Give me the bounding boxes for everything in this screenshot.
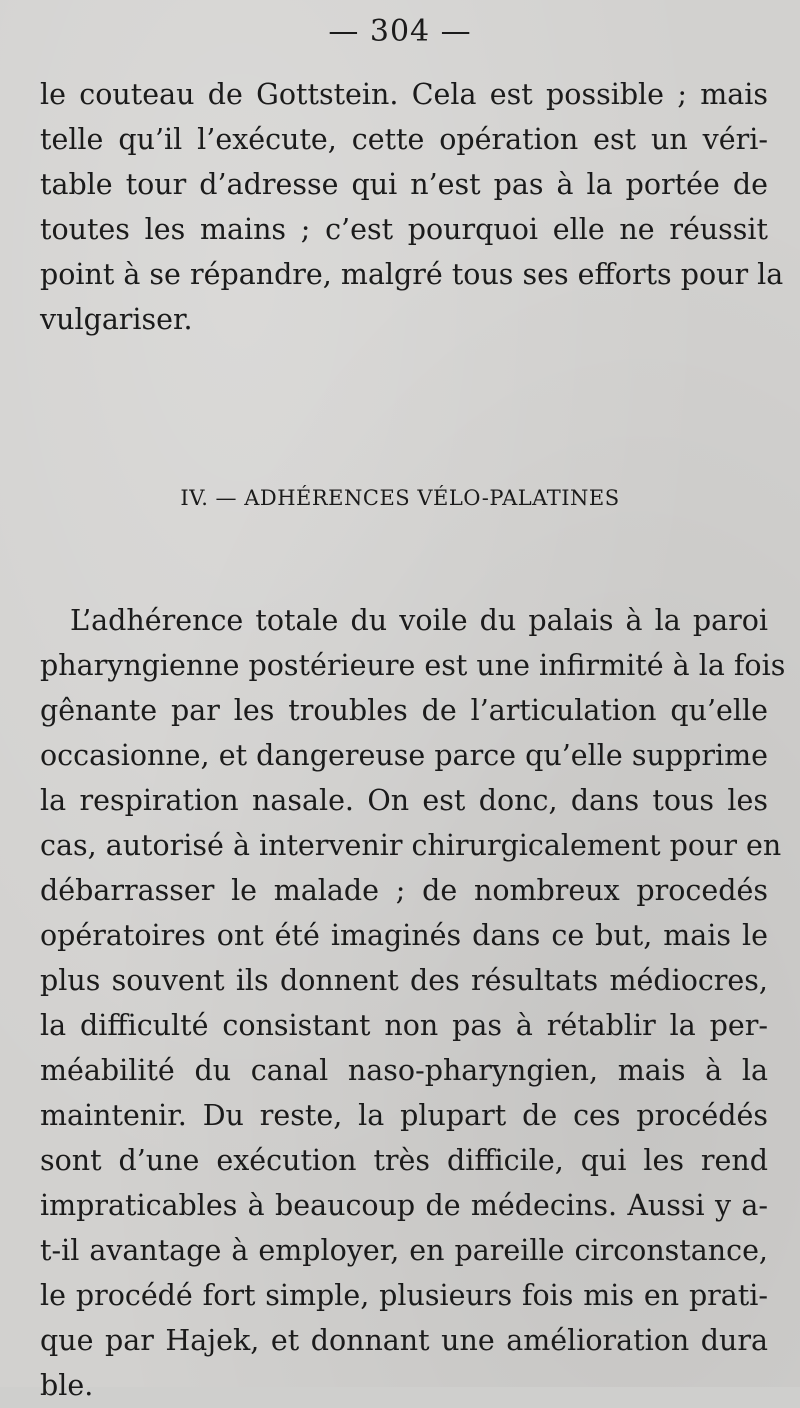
text-line: le procédé fort simple, plusieurs fois mis en prati-: [40, 1279, 768, 1312]
text-line: sont d’une exécution très difficile, qui les rend: [40, 1144, 768, 1177]
text-line: pharyngienne postérieure est une infirmité à la fois: [40, 649, 786, 682]
text-line: la difficulté consistant non pas à rétablir la per-: [40, 1009, 768, 1042]
text-line: L’adhérence totale du voile du palais à la paroi: [70, 604, 768, 637]
text-line: cas, autorisé à intervenir chirurgicalement pour en: [40, 829, 782, 862]
text-line: débarrasser le malade ; de nombreux procedés: [40, 874, 768, 907]
text-line: maintenir. Du reste, la plupart de ces procédés: [40, 1099, 768, 1132]
text-line: impraticables à beaucoup de médecins. Aussi y a-: [40, 1189, 768, 1222]
page-number: — 304 —: [328, 14, 472, 49]
text-line: la respiration nasale. On est donc, dans tous les: [40, 784, 768, 817]
text-line: vulgariser.: [40, 303, 193, 336]
text-line: plus souvent ils donnent des résultats médiocres,: [40, 964, 768, 997]
text-line: t-il avantage à employer, en pareille circonstance,: [40, 1234, 768, 1267]
section-heading: IV. — ADHÉRENCES VÉLO-PALATINES: [180, 486, 620, 510]
text-line: gênante par les troubles de l’articulation qu’elle: [40, 694, 768, 727]
text-line: opératoires ont été imaginés dans ce but, mais le: [40, 919, 768, 952]
text-line: ble.: [40, 1369, 94, 1402]
paragraph-adherences: [40, 598, 786, 1408]
text-line: table tour d’adresse qui n’est pas à la portée de: [40, 168, 768, 201]
text-line: que par Hajek, et donnant une amélioration dura: [40, 1324, 768, 1357]
text-line: méabilité du canal naso-pharyngien, mais à la: [40, 1054, 768, 1087]
text-line: occasionne, et dangereuse parce qu’elle supprime: [40, 739, 768, 772]
text-line: toutes les mains ; c’est pourquoi elle ne réussit: [40, 213, 768, 246]
paragraph-continued: [40, 72, 784, 342]
text-line: point à se répandre, malgré tous ses efforts pour la: [40, 258, 784, 291]
text-line: le couteau de Gottstein. Cela est possible ; mais: [40, 78, 768, 111]
text-line: telle qu’il l’exécute, cette opération est un véri-: [40, 123, 768, 156]
